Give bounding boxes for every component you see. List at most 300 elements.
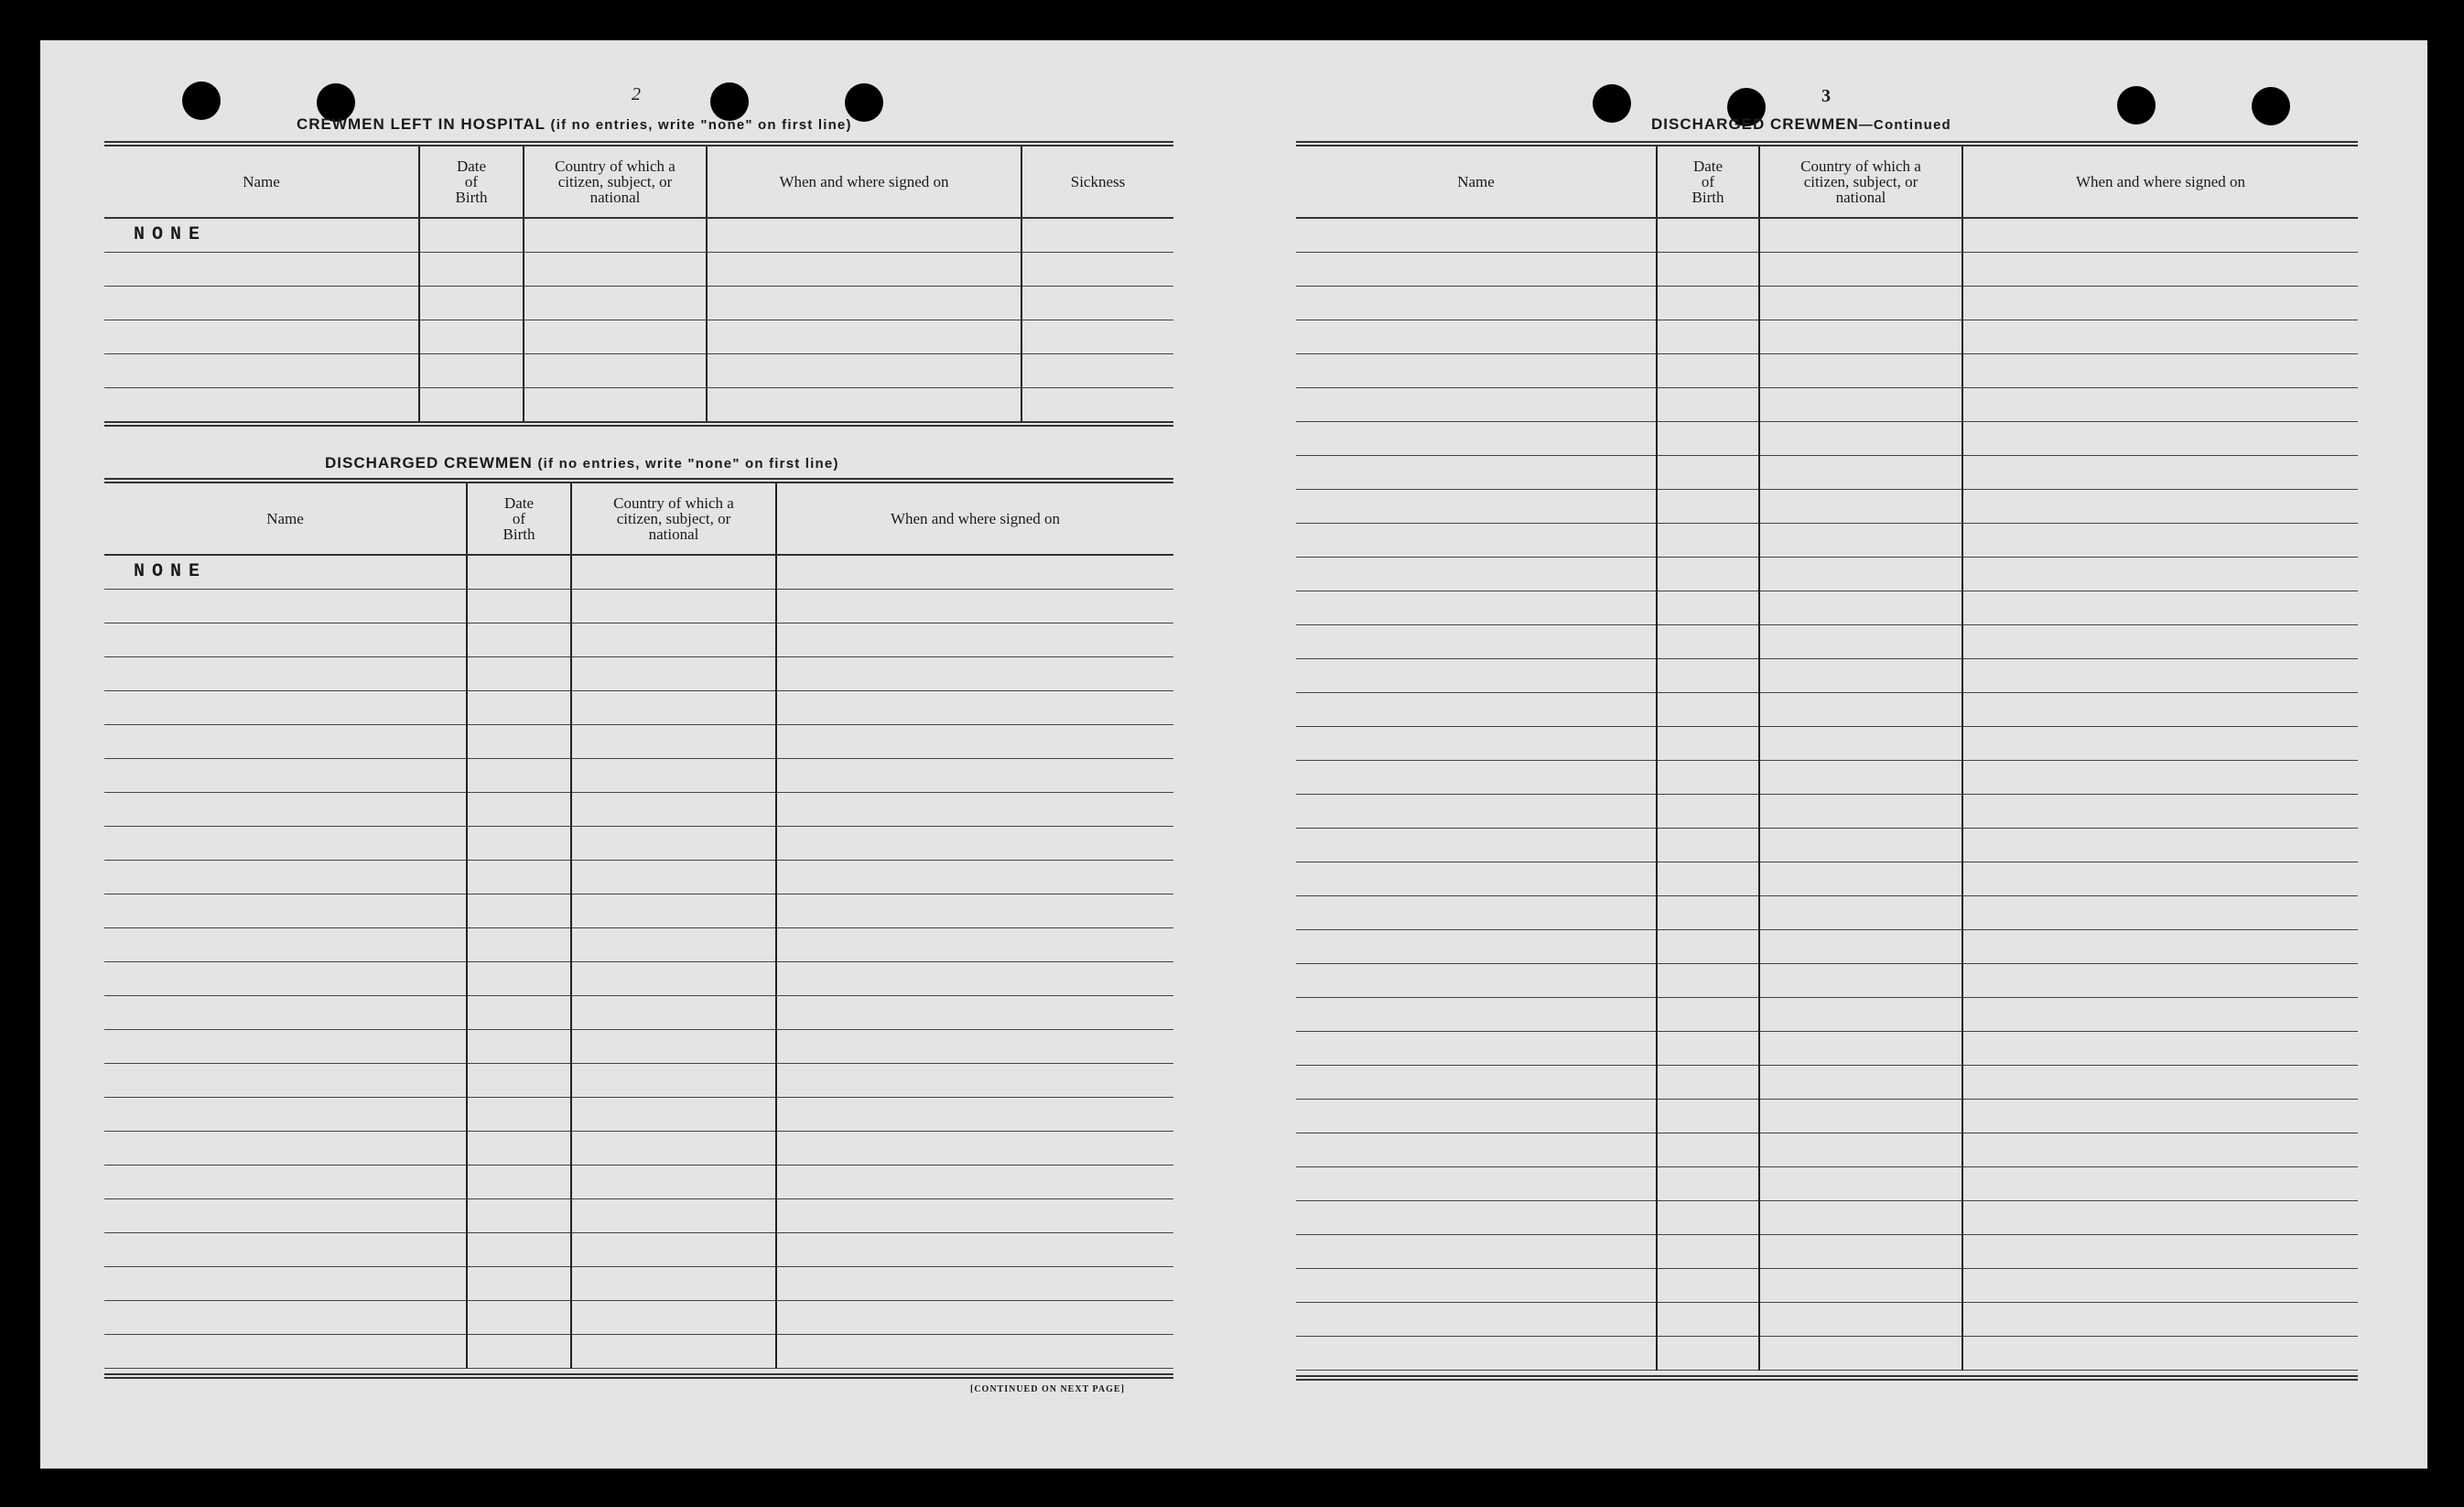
cell-name: [1296, 353, 1657, 387]
cell-signed-on: [1962, 895, 2358, 929]
cell-signed-on: [1962, 320, 2358, 353]
cell-country: [524, 387, 707, 421]
cell-signed-on: [776, 589, 1173, 623]
cell-date-of-birth: [1657, 895, 1759, 929]
cell-date-of-birth: [1657, 591, 1759, 624]
cell-country: [571, 724, 776, 758]
discharged-title-text: DISCHARGED CREWMEN: [325, 454, 533, 472]
hospital-title-text: CREWMEN LEFT IN HOSPITAL: [297, 115, 546, 133]
cell-country: [571, 555, 776, 589]
column-header-date-of-birth: Date of Birth: [467, 483, 571, 555]
table-row: [1296, 1302, 2358, 1336]
cell-date-of-birth: [467, 894, 571, 927]
cell-signed-on: [1962, 963, 2358, 997]
cell-date-of-birth: [1657, 1065, 1759, 1099]
cell-country: [1759, 286, 1962, 320]
cell-date-of-birth: [1657, 1268, 1759, 1302]
cell-name: [1296, 1268, 1657, 1302]
cell-name: [1296, 1031, 1657, 1065]
cell-signed-on: [1962, 624, 2358, 658]
cell-signed-on: [1962, 591, 2358, 624]
column-header-signed-on: When and where signed on: [1962, 146, 2358, 218]
cell-name: [1296, 1302, 1657, 1336]
cell-name: [1296, 862, 1657, 895]
cell-signed-on: [707, 286, 1021, 320]
column-header-country: Country of which a citizen, subject, or national: [524, 146, 707, 218]
cell-signed-on: [776, 1165, 1173, 1198]
table-row: [104, 387, 1173, 421]
cell-name: [104, 589, 467, 623]
cell-country: [1759, 1031, 1962, 1065]
cell-signed-on: [776, 724, 1173, 758]
cell-signed-on: [707, 320, 1021, 353]
cell-date-of-birth: [467, 826, 571, 860]
cell-date-of-birth: [467, 1300, 571, 1334]
cell-country: [1759, 455, 1962, 489]
table-row: [1296, 895, 2358, 929]
table-row: [104, 894, 1173, 927]
cell-country: [1759, 218, 1962, 252]
cell-date-of-birth: [1657, 929, 1759, 963]
table-row: [1296, 1268, 2358, 1302]
cell-name: [104, 1131, 467, 1165]
table-row: [1296, 929, 2358, 963]
cell-country: [571, 961, 776, 995]
cell-name: [104, 218, 419, 252]
table-row: [1296, 421, 2358, 455]
cell-name: [1296, 1166, 1657, 1200]
cell-country: [1759, 963, 1962, 997]
table-row: [104, 1300, 1173, 1334]
table-row: [104, 1097, 1173, 1131]
cell-country: [571, 1165, 776, 1198]
cell-signed-on: [1962, 658, 2358, 692]
cell-date-of-birth: [1657, 828, 1759, 862]
cell-signed-on: [1962, 692, 2358, 726]
cell-country: [571, 995, 776, 1029]
cell-signed-on: [1962, 421, 2358, 455]
cell-date-of-birth: [467, 758, 571, 792]
cell-country: [571, 826, 776, 860]
discharged-table: [104, 483, 1173, 1369]
cell-name: [104, 353, 419, 387]
cell-country: [1759, 1336, 1962, 1370]
cell-name: [104, 1029, 467, 1063]
cell-date-of-birth: [419, 387, 524, 421]
table-row: [1296, 794, 2358, 828]
cell-signed-on: [776, 1232, 1173, 1266]
cell-name: [104, 1232, 467, 1266]
cell-signed-on: [776, 1198, 1173, 1232]
cell-country: [1759, 862, 1962, 895]
table-row: [1296, 997, 2358, 1031]
table-row: [104, 1165, 1173, 1198]
discharged-instruction: (if no entries, write "none" on first line): [537, 456, 839, 472]
cell-date-of-birth: [1657, 421, 1759, 455]
cell-signed-on: [1962, 1133, 2358, 1166]
cell-country: [1759, 692, 1962, 726]
cell-date-of-birth: [467, 961, 571, 995]
cell-date-of-birth: [467, 1063, 571, 1097]
cell-country: [1759, 726, 1962, 760]
cell-signed-on: [1962, 1166, 2358, 1200]
column-header-country: Country of which a citizen, subject, or national: [1759, 146, 1962, 218]
cell-date-of-birth: [467, 589, 571, 623]
cell-country: [1759, 1302, 1962, 1336]
cell-country: [1759, 1133, 1962, 1166]
cell-date-of-birth: [1657, 963, 1759, 997]
cell-country: [1759, 421, 1962, 455]
cell-name: [104, 860, 467, 894]
typed-entry: NONE: [134, 224, 208, 246]
cell-name: [1296, 726, 1657, 760]
column-header-name: Name: [104, 146, 419, 218]
cell-country: [571, 1232, 776, 1266]
rule: [104, 421, 1173, 427]
table-row: [104, 1334, 1173, 1368]
cell-date-of-birth: [1657, 794, 1759, 828]
table-row: [104, 218, 1173, 252]
cell-country: [571, 1300, 776, 1334]
cell-date-of-birth: [419, 218, 524, 252]
cell-country: [1759, 591, 1962, 624]
cell-name: [1296, 624, 1657, 658]
cell-date-of-birth: [1657, 557, 1759, 591]
cell-name: [1296, 320, 1657, 353]
cell-date-of-birth: [419, 320, 524, 353]
cell-signed-on: [1962, 1031, 2358, 1065]
cell-name: [104, 792, 467, 826]
cell-date-of-birth: [467, 1097, 571, 1131]
cell-name: [1296, 1099, 1657, 1133]
discharged-continued-table: [1296, 146, 2358, 1371]
cell-country: [1759, 1166, 1962, 1200]
cell-signed-on: [776, 961, 1173, 995]
cell-name: [104, 387, 419, 421]
cell-country: [1759, 624, 1962, 658]
cell-signed-on: [1962, 1268, 2358, 1302]
cell-date-of-birth: [1657, 1133, 1759, 1166]
cell-signed-on: [776, 826, 1173, 860]
cell-signed-on: [1962, 455, 2358, 489]
cell-country: [571, 1063, 776, 1097]
cell-country: [1759, 828, 1962, 862]
column-header-sickness: Sickness: [1021, 146, 1173, 218]
cell-country: [1759, 387, 1962, 421]
cell-name: [104, 961, 467, 995]
table-row: [1296, 760, 2358, 794]
right-title-text: DISCHARGED CREWMEN: [1651, 115, 1859, 133]
cell-name: [1296, 286, 1657, 320]
cell-signed-on: [1962, 1200, 2358, 1234]
column-header-signed-on: When and where signed on: [776, 483, 1173, 555]
cell-country: [1759, 997, 1962, 1031]
cell-signed-on: [776, 656, 1173, 690]
cell-signed-on: [776, 1131, 1173, 1165]
table-row: [104, 623, 1173, 656]
cell-country: [1759, 1200, 1962, 1234]
cell-signed-on: [1962, 1099, 2358, 1133]
cell-name: [104, 1300, 467, 1334]
cell-name: [104, 555, 467, 589]
typed-entry: NONE: [134, 561, 208, 583]
cell-signed-on: [776, 995, 1173, 1029]
cell-signed-on: [776, 1334, 1173, 1368]
cell-date-of-birth: [467, 1334, 571, 1368]
cell-name: [104, 1198, 467, 1232]
cell-country: [524, 218, 707, 252]
cell-date-of-birth: [1657, 862, 1759, 895]
table-row: [1296, 1099, 2358, 1133]
cell-signed-on: [1962, 523, 2358, 557]
punch-hole: [2252, 87, 2290, 125]
cell-sickness: [1021, 387, 1173, 421]
cell-country: [1759, 353, 1962, 387]
cell-signed-on: [1962, 1234, 2358, 1268]
table-row: [104, 252, 1173, 286]
cell-name: [104, 252, 419, 286]
cell-name: [104, 927, 467, 961]
cell-signed-on: [1962, 726, 2358, 760]
cell-date-of-birth: [1657, 218, 1759, 252]
cell-signed-on: [1962, 929, 2358, 963]
table-row: [104, 758, 1173, 792]
table-row: [1296, 1133, 2358, 1166]
cell-name: [104, 826, 467, 860]
cell-country: [571, 927, 776, 961]
table-row: [1296, 1200, 2358, 1234]
cell-signed-on: [776, 690, 1173, 724]
cell-signed-on: [1962, 1336, 2358, 1370]
cell-signed-on: [1962, 218, 2358, 252]
table-row: [1296, 828, 2358, 862]
cell-date-of-birth: [1657, 489, 1759, 523]
cell-signed-on: [1962, 387, 2358, 421]
table-row: [104, 995, 1173, 1029]
cell-name: [1296, 421, 1657, 455]
table-row: [104, 860, 1173, 894]
page-number-left: 2: [632, 84, 641, 104]
cell-name: [104, 1097, 467, 1131]
cell-name: [104, 1165, 467, 1198]
table-row: [104, 320, 1173, 353]
cell-signed-on: [1962, 997, 2358, 1031]
cell-date-of-birth: [467, 792, 571, 826]
cell-date-of-birth: [1657, 1336, 1759, 1370]
table-row: [1296, 218, 2358, 252]
cell-signed-on: [776, 1266, 1173, 1300]
cell-name: [104, 656, 467, 690]
cell-signed-on: [776, 758, 1173, 792]
cell-name: [1296, 489, 1657, 523]
cell-country: [524, 286, 707, 320]
table-row: [1296, 862, 2358, 895]
cell-date-of-birth: [1657, 692, 1759, 726]
cell-name: [1296, 455, 1657, 489]
cell-country: [1759, 252, 1962, 286]
table-row: [104, 690, 1173, 724]
cell-name: [1296, 557, 1657, 591]
cell-name: [1296, 387, 1657, 421]
table-row: [1296, 1031, 2358, 1065]
cell-signed-on: [1962, 760, 2358, 794]
cell-name: [104, 894, 467, 927]
table-row: [104, 555, 1173, 589]
table-row: [1296, 489, 2358, 523]
cell-signed-on: [776, 792, 1173, 826]
cell-country: [571, 1029, 776, 1063]
cell-name: [104, 995, 467, 1029]
cell-name: [1296, 1234, 1657, 1268]
table-row: [1296, 658, 2358, 692]
cell-sickness: [1021, 218, 1173, 252]
cell-date-of-birth: [1657, 387, 1759, 421]
cell-country: [1759, 320, 1962, 353]
cell-date-of-birth: [419, 252, 524, 286]
column-header-country: Country of which a citizen, subject, or national: [571, 483, 776, 555]
cell-sickness: [1021, 353, 1173, 387]
column-header-date-of-birth: Date of Birth: [419, 146, 524, 218]
cell-name: [1296, 218, 1657, 252]
cell-name: [1296, 591, 1657, 624]
cell-date-of-birth: [1657, 1234, 1759, 1268]
column-header-signed-on: When and where signed on: [707, 146, 1021, 218]
cell-date-of-birth: [1657, 1099, 1759, 1133]
table-row: [1296, 591, 2358, 624]
table-row: [104, 927, 1173, 961]
cell-name: [1296, 523, 1657, 557]
cell-signed-on: [776, 1029, 1173, 1063]
table-header-row: [104, 483, 1173, 555]
cell-signed-on: [1962, 252, 2358, 286]
table-row: [1296, 624, 2358, 658]
cell-country: [1759, 557, 1962, 591]
table-row: [1296, 1065, 2358, 1099]
cell-name: [104, 758, 467, 792]
cell-name: [1296, 692, 1657, 726]
cell-date-of-birth: [467, 927, 571, 961]
cell-date-of-birth: [467, 656, 571, 690]
cell-name: [1296, 252, 1657, 286]
table-row: [1296, 1336, 2358, 1370]
cell-date-of-birth: [1657, 320, 1759, 353]
cell-name: [1296, 828, 1657, 862]
cell-date-of-birth: [467, 690, 571, 724]
cell-country: [571, 1266, 776, 1300]
cell-country: [1759, 1099, 1962, 1133]
cell-date-of-birth: [467, 995, 571, 1029]
cell-date-of-birth: [1657, 252, 1759, 286]
cell-name: [104, 320, 419, 353]
cell-signed-on: [776, 927, 1173, 961]
cell-country: [1759, 523, 1962, 557]
discharged-section-title: [325, 454, 839, 472]
cell-name: [104, 1334, 467, 1368]
hospital-table: [104, 146, 1173, 422]
cell-name: [1296, 997, 1657, 1031]
cell-country: [1759, 895, 1962, 929]
cell-signed-on: [776, 555, 1173, 589]
table-row: [104, 1232, 1173, 1266]
cell-country: [571, 860, 776, 894]
cell-date-of-birth: [1657, 286, 1759, 320]
table-row: [1296, 252, 2358, 286]
punch-hole: [2117, 86, 2156, 125]
cell-date-of-birth: [1657, 353, 1759, 387]
table-row: [1296, 1234, 2358, 1268]
table-row: [1296, 963, 2358, 997]
cell-signed-on: [776, 1097, 1173, 1131]
table-row: [104, 792, 1173, 826]
cell-date-of-birth: [467, 1232, 571, 1266]
punch-hole: [1593, 84, 1631, 123]
cell-date-of-birth: [467, 1029, 571, 1063]
table-row: [104, 1029, 1173, 1063]
hospital-instruction: (if no entries, write "none" on first line): [550, 117, 852, 133]
cell-country: [571, 1198, 776, 1232]
cell-country: [571, 589, 776, 623]
rule: [1296, 1375, 2358, 1381]
cell-country: [1759, 760, 1962, 794]
cell-date-of-birth: [1657, 760, 1759, 794]
column-header-name: Name: [104, 483, 467, 555]
cell-signed-on: [1962, 557, 2358, 591]
table-row: [1296, 523, 2358, 557]
cell-name: [104, 1266, 467, 1300]
rule: [104, 1373, 1173, 1379]
cell-signed-on: [707, 353, 1021, 387]
cell-signed-on: [1962, 794, 2358, 828]
cell-name: [104, 690, 467, 724]
table-row: [104, 1131, 1173, 1165]
cell-country: [1759, 1065, 1962, 1099]
cell-name: [1296, 895, 1657, 929]
cell-sickness: [1021, 286, 1173, 320]
cell-date-of-birth: [467, 860, 571, 894]
cell-date-of-birth: [1657, 523, 1759, 557]
cell-name: [1296, 1133, 1657, 1166]
cell-country: [1759, 658, 1962, 692]
table-row: [104, 589, 1173, 623]
table-row: [1296, 353, 2358, 387]
table-row: [1296, 286, 2358, 320]
table-row: [104, 1063, 1173, 1097]
right-section-title: [1651, 115, 1951, 134]
cell-name: [104, 623, 467, 656]
cell-country: [571, 1334, 776, 1368]
cell-country: [1759, 794, 1962, 828]
cell-country: [1759, 1268, 1962, 1302]
cell-signed-on: [776, 894, 1173, 927]
right-title-suffix: —Continued: [1858, 117, 1951, 133]
cell-name: [1296, 658, 1657, 692]
cell-signed-on: [776, 623, 1173, 656]
cell-date-of-birth: [1657, 1031, 1759, 1065]
cell-country: [571, 894, 776, 927]
cell-country: [1759, 489, 1962, 523]
column-header-date-of-birth: Date of Birth: [1657, 146, 1759, 218]
cell-country: [571, 792, 776, 826]
cell-date-of-birth: [419, 353, 524, 387]
cell-date-of-birth: [1657, 726, 1759, 760]
cell-country: [524, 252, 707, 286]
cell-signed-on: [707, 252, 1021, 286]
cell-country: [571, 690, 776, 724]
cell-country: [571, 1131, 776, 1165]
table-row: [104, 724, 1173, 758]
cell-signed-on: [1962, 1302, 2358, 1336]
cell-date-of-birth: [467, 1266, 571, 1300]
